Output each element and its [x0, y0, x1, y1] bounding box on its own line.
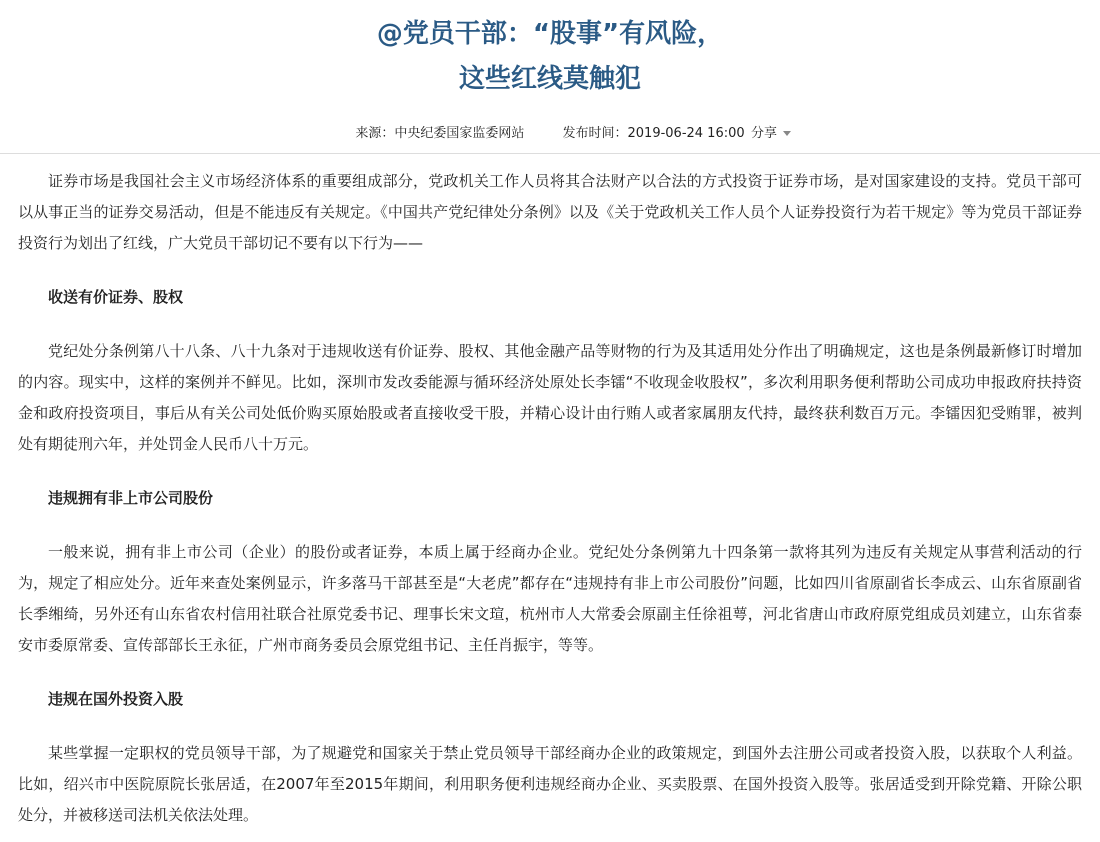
publish-time: 发布时间：2019-06-24 16:00 — [562, 126, 745, 141]
paragraph: 某些掌握一定职权的党员领导干部，为了规避党和国家关于禁止党员领导干部经商办企业的政策规定，到国外去注册公司或者投资入股，以获取个人利益。比如，绍兴市中医院原院长张居适，在2007年至2015年期间，利用职务便利违规经商办企业、买卖股票、在国外投资入股等。张居适受到开除党籍、开除公职处分，并被移送司法机关依法处理。 — [18, 744, 1082, 824]
article-header — [0, 0, 1100, 145]
chevron-down-icon — [783, 131, 791, 136]
section-heading: 收送有价证券、股权 — [48, 288, 184, 306]
article-body — [0, 154, 1100, 831]
share-button[interactable] — [751, 123, 791, 145]
article-title-line-2: 这些红线莫触犯 — [458, 64, 641, 94]
section-heading: 违规在国外投资入股 — [48, 690, 184, 708]
paragraph: 一般来说，拥有非上市公司（企业）的股份或者证券，本质上属于经商办企业。党纪处分条例第九十四条第一款将其列为违反有关规定从事营利活动的行为，规定了相应处分。近年来查处案例显示，许多落马干部甚至是“大老虎”都存在“违规持有非上市公司股份”问题，比如四川省原副省长李成云、山东省原副省长季缃绮，另外还有山东省农村信用社联合社原党委书记、理事长宋文瑄，杭州市人大常委会原副主任徐祖萼，河北省唐山市政府原党组成员刘建立，山东省泰安市委原常委、宣传部部长王永征，广州市商务委员会原党组书记、主任肖振宇，等等。 — [18, 543, 1082, 654]
paragraph-intro: 证券市场是我国社会主义市场经济体系的重要组成部分，党政机关工作人员将其合法财产以合法的方式投资于证券市场，是对国家建设的支持。党员干部可以从事正当的证券交易活动，但是不能违反有关规定。《中国共产党纪律处分条例》以及《关于党政机关工作人员个人证券投资行为若干规定》等为党员干部证券投资行为划出了红线，广大党员干部切记不要有以下行为—— — [18, 172, 1082, 252]
article-source: 来源：中央纪委国家监委网站 — [355, 126, 525, 141]
paragraph: 党纪处分条例第八十八条、八十九条对于违规收送有价证券、股权、其他金融产品等财物的行为及其适用处分作出了明确规定，这也是条例最新修订时增加的内容。现实中，这样的案例并不鲜见。比如，深圳市发改委能源与循环经济处原处长李镭“不收现金收股权”，多次利用职务便利帮助公司成功申报政府扶持资金和政府投资项目，事后从有关公司处低价购买原始股或者直接收受干股，并精心设计由行贿人或者家属朋友代持，最终获利数百万元。李镭因犯受贿罪，被判处有期徒刑六年，并处罚金人民币八十万元。 — [18, 342, 1082, 453]
article-meta — [0, 123, 1100, 145]
article-title-line-1: @党员干部：“股事”有风险， — [376, 19, 724, 49]
share-label: 分享 — [751, 126, 778, 141]
section-heading: 违规拥有非上市公司股份 — [48, 489, 214, 507]
